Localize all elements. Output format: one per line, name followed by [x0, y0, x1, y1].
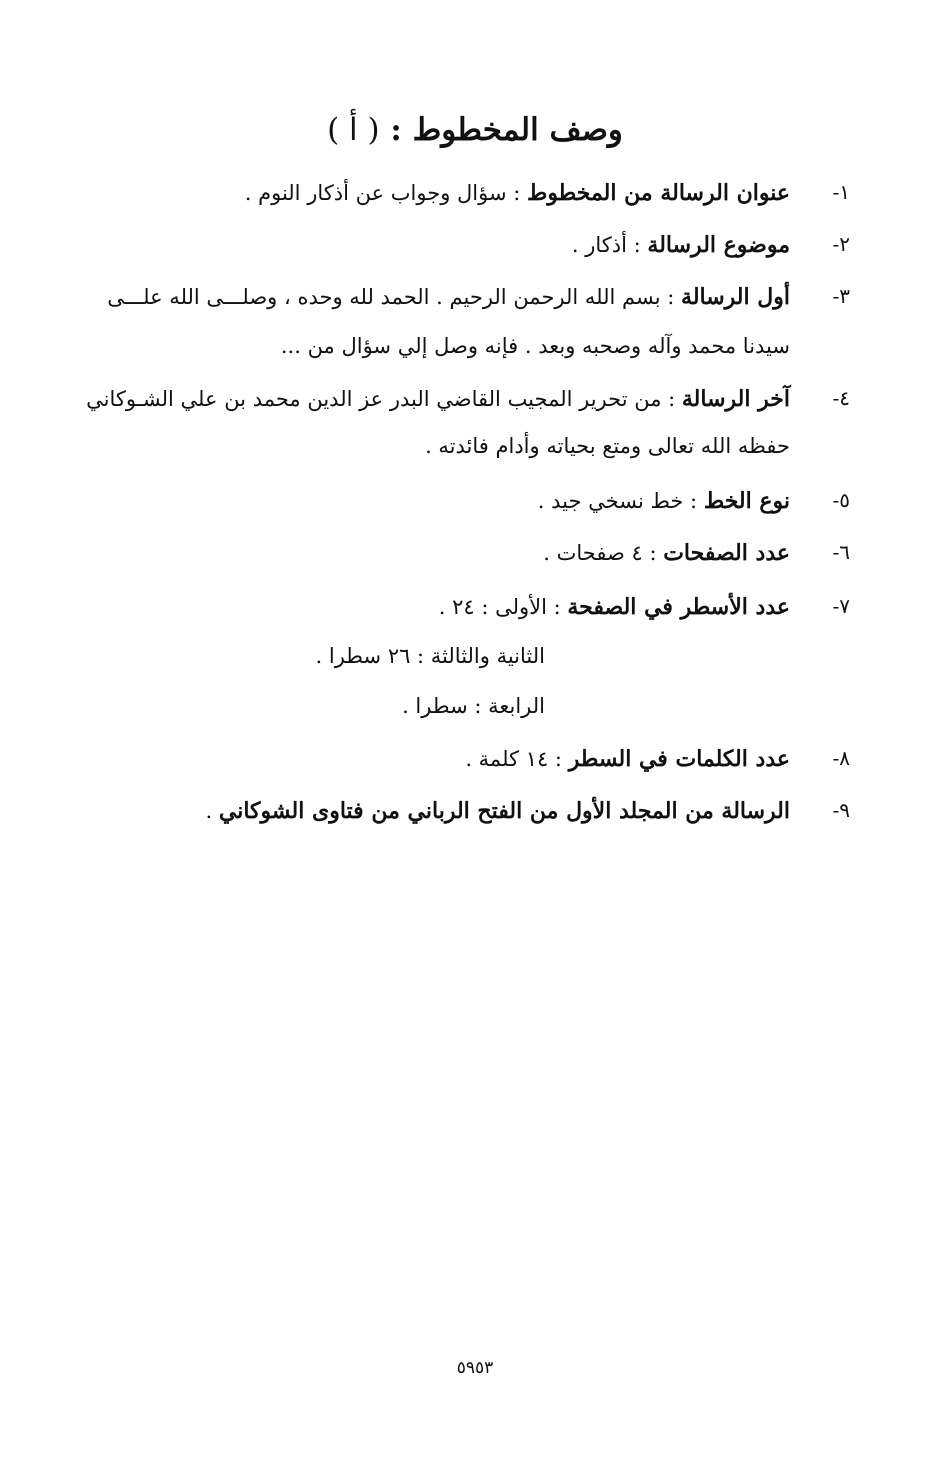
item-number: ٦- [832, 540, 850, 564]
item-text [245, 180, 790, 206]
item-label: عدد الصفحات [663, 540, 790, 566]
item-value: : خط نسخي جيد . [537, 489, 704, 513]
title-main: وصف المخطوط : [390, 112, 623, 148]
item-number: ٣- [832, 284, 850, 308]
item-label: آخر الرسالة [681, 386, 790, 412]
item-value: : من تحرير المجيب القاضي البدر عز الدين محمد بن علي الشـوكاني [86, 387, 682, 411]
item-value: : سؤال وجواب عن أذكار النوم . [244, 181, 527, 205]
item-continuation: حفظه الله تعالى ومتع بحياته وأدام فائدته . [425, 434, 790, 458]
item-label: عدد الأسطر في الصفحة [567, 594, 790, 620]
item-text [538, 488, 790, 514]
item-number: ١- [832, 180, 850, 204]
item-text [465, 746, 790, 772]
item-label: عدد الكلمات في السطر [568, 746, 790, 772]
item-number: ٢- [832, 232, 850, 256]
item-number: ٧- [832, 594, 850, 618]
item-text [543, 540, 790, 566]
item-continuation: سيدنا محمد وآله وصحبه وبعد . فإنه وصل إلي سؤال من ... [280, 334, 790, 358]
item-label: الرسالة من المجلد الأول من الفتح الرباني من فتاوى الشوكاني [218, 798, 790, 824]
item-label: عنوان الرسالة من المخطوط [527, 180, 790, 206]
title-label: ( أ ) [327, 112, 380, 148]
item-text [572, 232, 790, 258]
lines-fourth: الرابعة : سطرا . [402, 694, 545, 718]
page-number: ٥٩٥٣ [456, 1358, 494, 1378]
item-value: : بسم الله الرحمن الرحيم . الحمد لله وحده ، وصلـــى الله علـــى [107, 285, 682, 309]
item-value: . [205, 799, 219, 823]
item-label: موضوع الرسالة [647, 232, 790, 258]
item-text [107, 284, 790, 310]
item-number: ٩- [832, 798, 850, 822]
item-number: ٨- [832, 746, 850, 770]
page-title [0, 112, 950, 148]
item-value: : ٤ صفحات . [543, 541, 664, 565]
item-value: : أذكار . [571, 233, 648, 257]
item-text [206, 798, 790, 824]
item-number: ٥- [832, 488, 850, 512]
item-label: أول الرسالة [681, 284, 790, 310]
item-text [439, 594, 790, 620]
lines-second-third: الثانية والثالثة : ٢٦ سطرا . [315, 644, 545, 668]
item-label: نوع الخط [703, 488, 790, 514]
item-text [86, 386, 790, 412]
item-number: ٤- [832, 386, 850, 410]
item-value: : ١٤ كلمة . [465, 747, 569, 771]
item-value: : الأولى : ٢٤ . [438, 595, 568, 619]
